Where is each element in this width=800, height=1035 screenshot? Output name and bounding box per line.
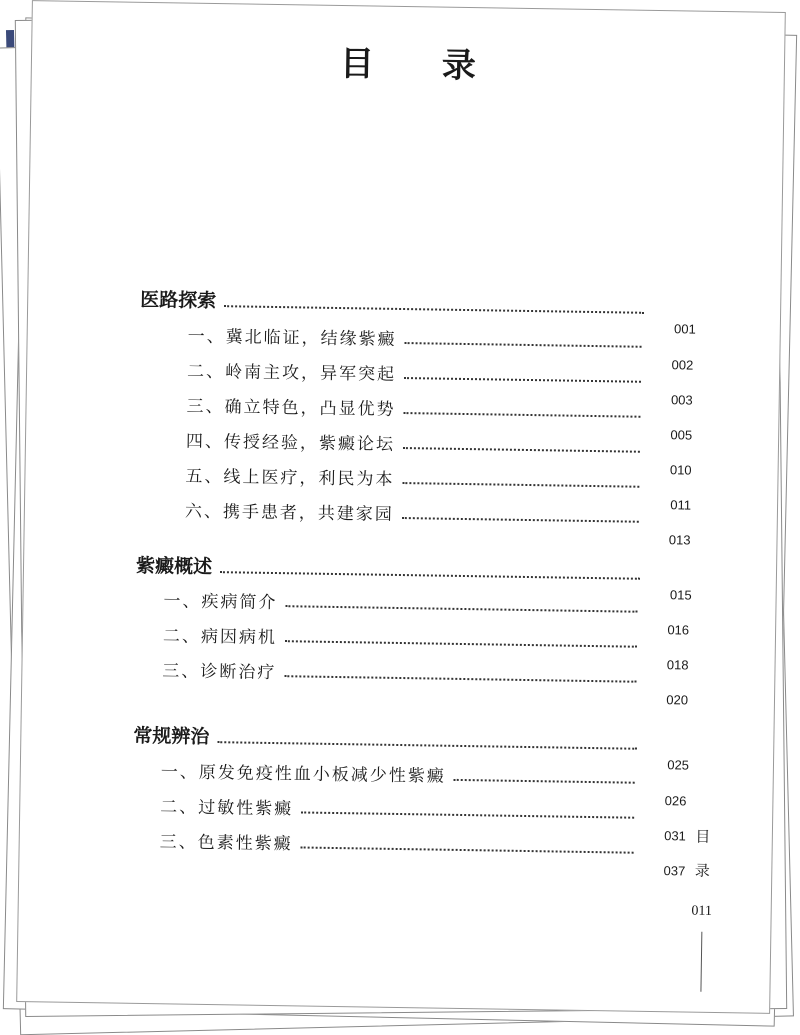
page-number: 010: [669, 462, 692, 478]
page-number: 020: [666, 692, 689, 708]
page-number: 002: [671, 357, 694, 373]
entry-label: 一、冀北临证，结缘紫癜: [187, 326, 397, 350]
toc-list: [29, 271, 781, 879]
side-label-char: 录: [694, 861, 710, 880]
entry-label: 六、携手患者，共建家园: [184, 501, 395, 525]
leader-dots: [285, 605, 637, 613]
entry-label: 二、岭南主攻，异军突起: [186, 361, 397, 385]
entry-label: 二、病因病机: [162, 626, 278, 649]
page-number: 005: [670, 427, 693, 443]
page-number: 026: [664, 793, 687, 809]
leader-dots: [405, 342, 642, 348]
toc-page: [16, 0, 786, 1014]
leader-dots: [402, 482, 639, 488]
entry-label: 三、确立特色，凸显优势: [186, 396, 396, 420]
leader-dots: [285, 640, 637, 648]
side-running-head: [685, 820, 718, 992]
page-number: 003: [670, 392, 693, 408]
page-number: 016: [667, 622, 690, 638]
section-heading-label: 医路探索: [140, 288, 217, 313]
leader-dots: [217, 741, 637, 750]
page-number: 037: [663, 863, 686, 879]
leader-dots: [220, 571, 640, 580]
leader-dots: [403, 447, 640, 453]
page-number: 013: [668, 532, 691, 548]
section-heading-label: 紫癜概述: [135, 554, 213, 579]
leader-dots: [284, 675, 636, 683]
side-label-char: 目: [695, 827, 711, 846]
page-number: 015: [669, 587, 692, 603]
leader-dots: [404, 377, 641, 383]
leader-dots: [224, 305, 644, 314]
entry-label: 四、传授经验，紫癜论坛: [185, 431, 396, 455]
toc-section-heading[interactable]: [140, 285, 696, 337]
entry-label: 一、原发免疫性血小板减少性紫癜: [160, 762, 446, 787]
entry-label: 二、过敏性紫癜: [160, 797, 294, 820]
leader-dots: [301, 846, 634, 853]
leader-dots: [301, 811, 634, 818]
entry-label: 三、色素性紫癜: [159, 832, 293, 855]
page-number: 025: [667, 757, 690, 773]
entry-label: 一、疾病简介: [163, 591, 278, 614]
page-number: 018: [666, 657, 689, 673]
page-number: 011: [670, 497, 692, 513]
page-title: 目 录: [339, 43, 505, 87]
page-number: 031: [664, 828, 686, 844]
folio-page-number: 011: [691, 903, 713, 919]
side-rule: [700, 932, 702, 992]
leader-dots: [403, 412, 640, 418]
section-heading-label: 常规辨治: [133, 724, 210, 749]
entry-label: 三、诊断治疗: [162, 661, 277, 684]
leader-dots: [454, 779, 635, 784]
toc-section-heading[interactable]: [133, 721, 690, 773]
page-number: 001: [674, 321, 696, 337]
entry-label: 五、线上医疗，利民为本: [185, 466, 395, 490]
leader-dots: [402, 517, 639, 523]
